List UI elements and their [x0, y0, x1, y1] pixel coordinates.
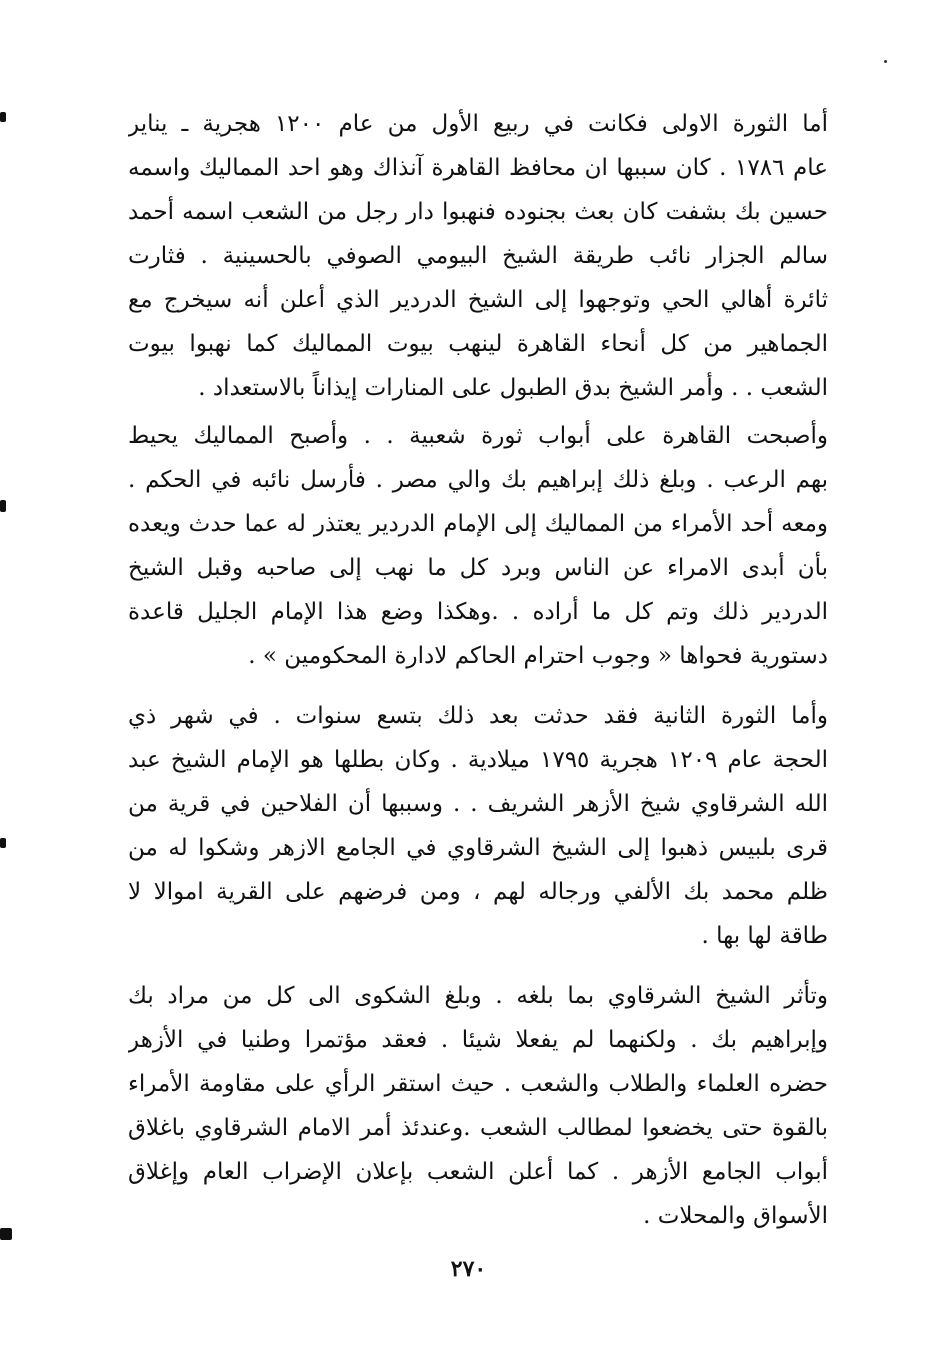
- text-line: أبواب الجامع الأزهر . كما أعلن الشعب بإعلان الإضراب العام وإغلاق: [128, 1159, 828, 1185]
- scan-speck: [884, 60, 887, 63]
- text-line: بأن أبدى الامراء عن الناس وبرد كل ما نهب إلى صاحبه وقبل الشيخ: [128, 555, 828, 581]
- paragraph-first-revolution: [128, 102, 828, 410]
- text-line: عام ١٧٨٦ . كان سببها ان محافظ القاهرة آنذاك وهو احد المماليك واسمه: [128, 155, 828, 181]
- paragraph-sharqawi-response: [128, 974, 828, 1238]
- text-line: حسين بك بشفت كان بعث بجنوده فنهبوا دار رجل من الشعب اسمه أحمد: [128, 199, 828, 225]
- text-line: الشعب . . وأمر الشيخ بدق الطبول على المنارات إيذاناً بالاستعداد .: [198, 375, 828, 401]
- binding-mark: [0, 112, 6, 122]
- text-line: طاقة لها بها .: [701, 923, 828, 949]
- text-line: ومعه أحد الأمراء من المماليك إلى الإمام الدردير يعتذر له عما حدث ويعده: [128, 511, 828, 537]
- paragraph-second-revolution: [128, 694, 828, 958]
- binding-mark: [0, 500, 6, 512]
- text-line: الجماهير من كل أنحاء القاهرة لينهب بيوت المماليك كما نهبوا بيوت: [128, 331, 828, 357]
- text-line: سالم الجزار نائب طريقة الشيخ البيومي الصوفي بالحسينية . فثارت: [128, 243, 828, 269]
- text-line: وأصبحت القاهرة على أبواب ثورة شعبية . . وأصبح المماليك يحيط: [128, 423, 828, 449]
- text-line: حضره العلماء والطلاب والشعب . حيث استقر الرأي على مقاومة الأمراء: [128, 1071, 828, 1097]
- page-number: ٢٧٠: [450, 1256, 487, 1282]
- text-line: دستورية فحواها « وجوب احترام الحاكم لادارة المحكومين » .: [248, 643, 828, 669]
- text-line: ظلم محمد بك الألفي ورجاله لهم ، ومن فرضهم على القرية اموالا لا: [128, 879, 828, 905]
- paragraph-cairo-threat: [128, 414, 828, 678]
- text-line: وتأثر الشيخ الشرقاوي بما بلغه . وبلغ الشكوى الى كل من مراد بك: [128, 983, 828, 1009]
- text-line: وأما الثورة الثانية فقد حدثت بعد ذلك بتسع سنوات . في شهر ذي: [128, 703, 828, 729]
- binding-mark: [0, 1228, 12, 1240]
- text-line: بالقوة حتى يخضعوا لمطالب الشعب .وعندئذ أمر الامام الشرقاوي باغلاق: [128, 1115, 828, 1141]
- text-line: قرى بلبيس ذهبوا إلى الشيخ الشرقاوي في الجامع الازهر وشكوا له من: [128, 835, 828, 861]
- text-line: أما الثورة الاولى فكانت في ربيع الأول من عام ١٢٠٠ هجرية ـ يناير: [128, 111, 828, 137]
- text-line: وإبراهيم بك . ولكنهما لم يفعلا شيئا . فعقد مؤتمرا وطنيا في الأزهر: [128, 1027, 828, 1053]
- text-line: بهم الرعب . وبلغ ذلك إبراهيم بك والي مصر . فأرسل نائبه في الحكم .: [128, 467, 828, 493]
- text-line: الله الشرقاوي شيخ الأزهر الشريف . . وسببها أن الفلاحين في قرية من: [128, 791, 828, 817]
- text-line: الأسواق والمحلات .: [643, 1203, 828, 1229]
- text-line: الدردير ذلك وتم كل ما أراده . .وهكذا وضع هذا الإمام الجليل قاعدة: [128, 599, 828, 625]
- text-line: ثائرة أهالي الحي وتوجهوا إلى الشيخ الدردير الذي أعلن أنه سيخرج مع: [128, 287, 828, 313]
- binding-mark: [0, 838, 6, 848]
- text-line: الحجة عام ١٢٠٩ هجرية ١٧٩٥ ميلادية . وكان بطلها هو الإمام الشيخ عبد: [128, 747, 828, 773]
